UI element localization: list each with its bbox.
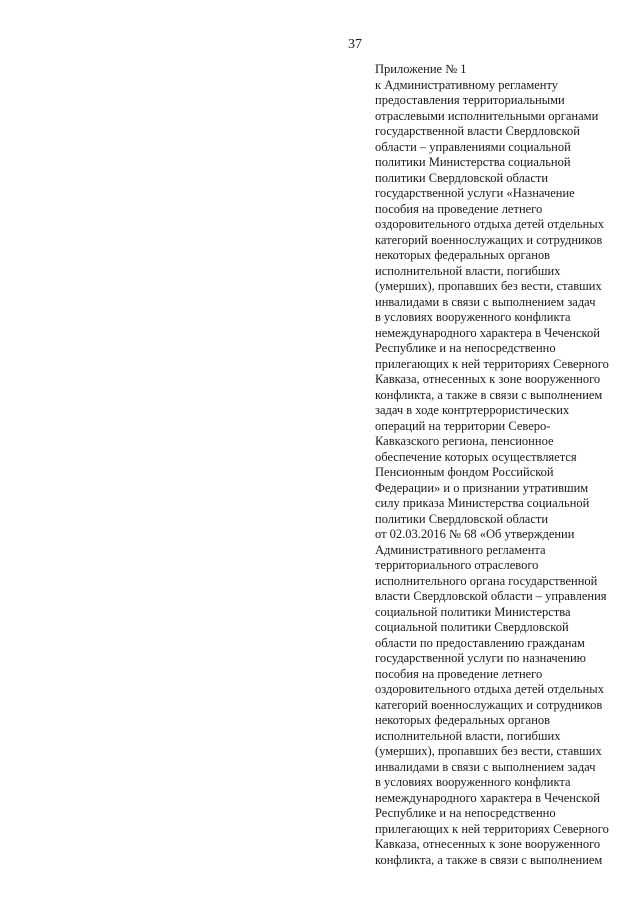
appendix-line: прилегающих к ней территориях Северного	[375, 821, 609, 836]
appendix-heading-block	[375, 62, 625, 868]
appendix-line: пособия на проведение летнего	[375, 666, 543, 681]
appendix-line: Приложение № 1	[375, 62, 467, 76]
appendix-line: некоторых федеральных органов	[375, 248, 551, 262]
appendix-line: немеждународного характера в Чеченской	[375, 790, 600, 805]
appendix-line: Административного регламента	[375, 542, 546, 557]
appendix-line: исполнительного органа государственной	[375, 573, 598, 588]
appendix-line: власти Свердловской области – управления	[375, 589, 607, 603]
appendix-line: прилегающих к ней территориях Северного	[375, 356, 609, 371]
appendix-line: политики Министерства социальной	[375, 155, 571, 169]
appendix-line: области – управлениями социальной	[375, 139, 571, 154]
appendix-line: политики Свердловской области	[375, 170, 549, 185]
appendix-line: отраслевыми исполнительными органами	[375, 108, 599, 123]
appendix-line: исполнительной власти, погибших	[375, 728, 561, 743]
appendix-line: Кавказского региона, пенсионное	[375, 434, 554, 448]
appendix-line: политики Свердловской области	[375, 511, 549, 526]
appendix-line: государственной власти Свердловской	[375, 124, 580, 138]
appendix-line: Федерации» и о признании утратившим	[375, 480, 589, 495]
appendix-line: операций на территории Северо-	[375, 418, 551, 433]
appendix-line: предоставления территориальными	[375, 93, 565, 107]
appendix-line: государственной услуги по назначению	[375, 651, 586, 665]
appendix-line: оздоровительного отдыха детей отдельных	[375, 682, 604, 696]
appendix-line: оздоровительного отдыха детей отдельных	[375, 217, 604, 231]
appendix-line: в условиях вооруженного конфликта	[375, 775, 571, 789]
appendix-line: конфликта, а также в связи с выполнением	[375, 387, 603, 402]
appendix-line: пособия на проведение летнего	[375, 201, 543, 216]
appendix-line: Пенсионным фондом Российской	[375, 465, 554, 479]
appendix-line: задач в ходе контртеррористических	[375, 403, 570, 417]
appendix-line: исполнительной власти, погибших	[375, 263, 561, 278]
appendix-line: силу приказа Министерства социальной	[375, 496, 590, 510]
appendix-line: обеспечение которых осуществляется	[375, 449, 577, 464]
appendix-line: социальной политики Свердловской	[375, 620, 569, 634]
appendix-line: территориального отраслевого	[375, 558, 539, 572]
appendix-line: Кавказа, отнесенных к зоне вооруженного	[375, 837, 601, 851]
page-number: 37	[348, 37, 362, 52]
appendix-line: категорий военнослужащих и сотрудников	[375, 232, 603, 247]
appendix-line: от 02.03.2016 № 68 «Об утверждении	[375, 527, 575, 541]
appendix-line: области по предоставлению гражданам	[375, 635, 585, 650]
appendix-line: Республике и на непосредственно	[375, 806, 556, 820]
appendix-line: государственной услуги «Назначение	[375, 186, 575, 200]
appendix-line: инвалидами в связи с выполнением задач	[375, 294, 596, 309]
appendix-line: конфликта, а также в связи с выполнением	[375, 852, 603, 867]
appendix-line: инвалидами в связи с выполнением задач	[375, 759, 596, 774]
appendix-line: в условиях вооруженного конфликта	[375, 310, 571, 324]
appendix-line: категорий военнослужащих и сотрудников	[375, 697, 603, 712]
appendix-line: Кавказа, отнесенных к зоне вооруженного	[375, 372, 601, 386]
appendix-line: немеждународного характера в Чеченской	[375, 325, 600, 340]
appendix-line: к Административному регламенту	[375, 77, 559, 92]
appendix-line: некоторых федеральных органов	[375, 713, 551, 727]
appendix-line: (умерших), пропавших без вести, ставших	[375, 279, 602, 293]
appendix-line: (умерших), пропавших без вести, ставших	[375, 744, 602, 758]
appendix-line: социальной политики Министерства	[375, 604, 571, 619]
appendix-line: Республике и на непосредственно	[375, 341, 556, 355]
